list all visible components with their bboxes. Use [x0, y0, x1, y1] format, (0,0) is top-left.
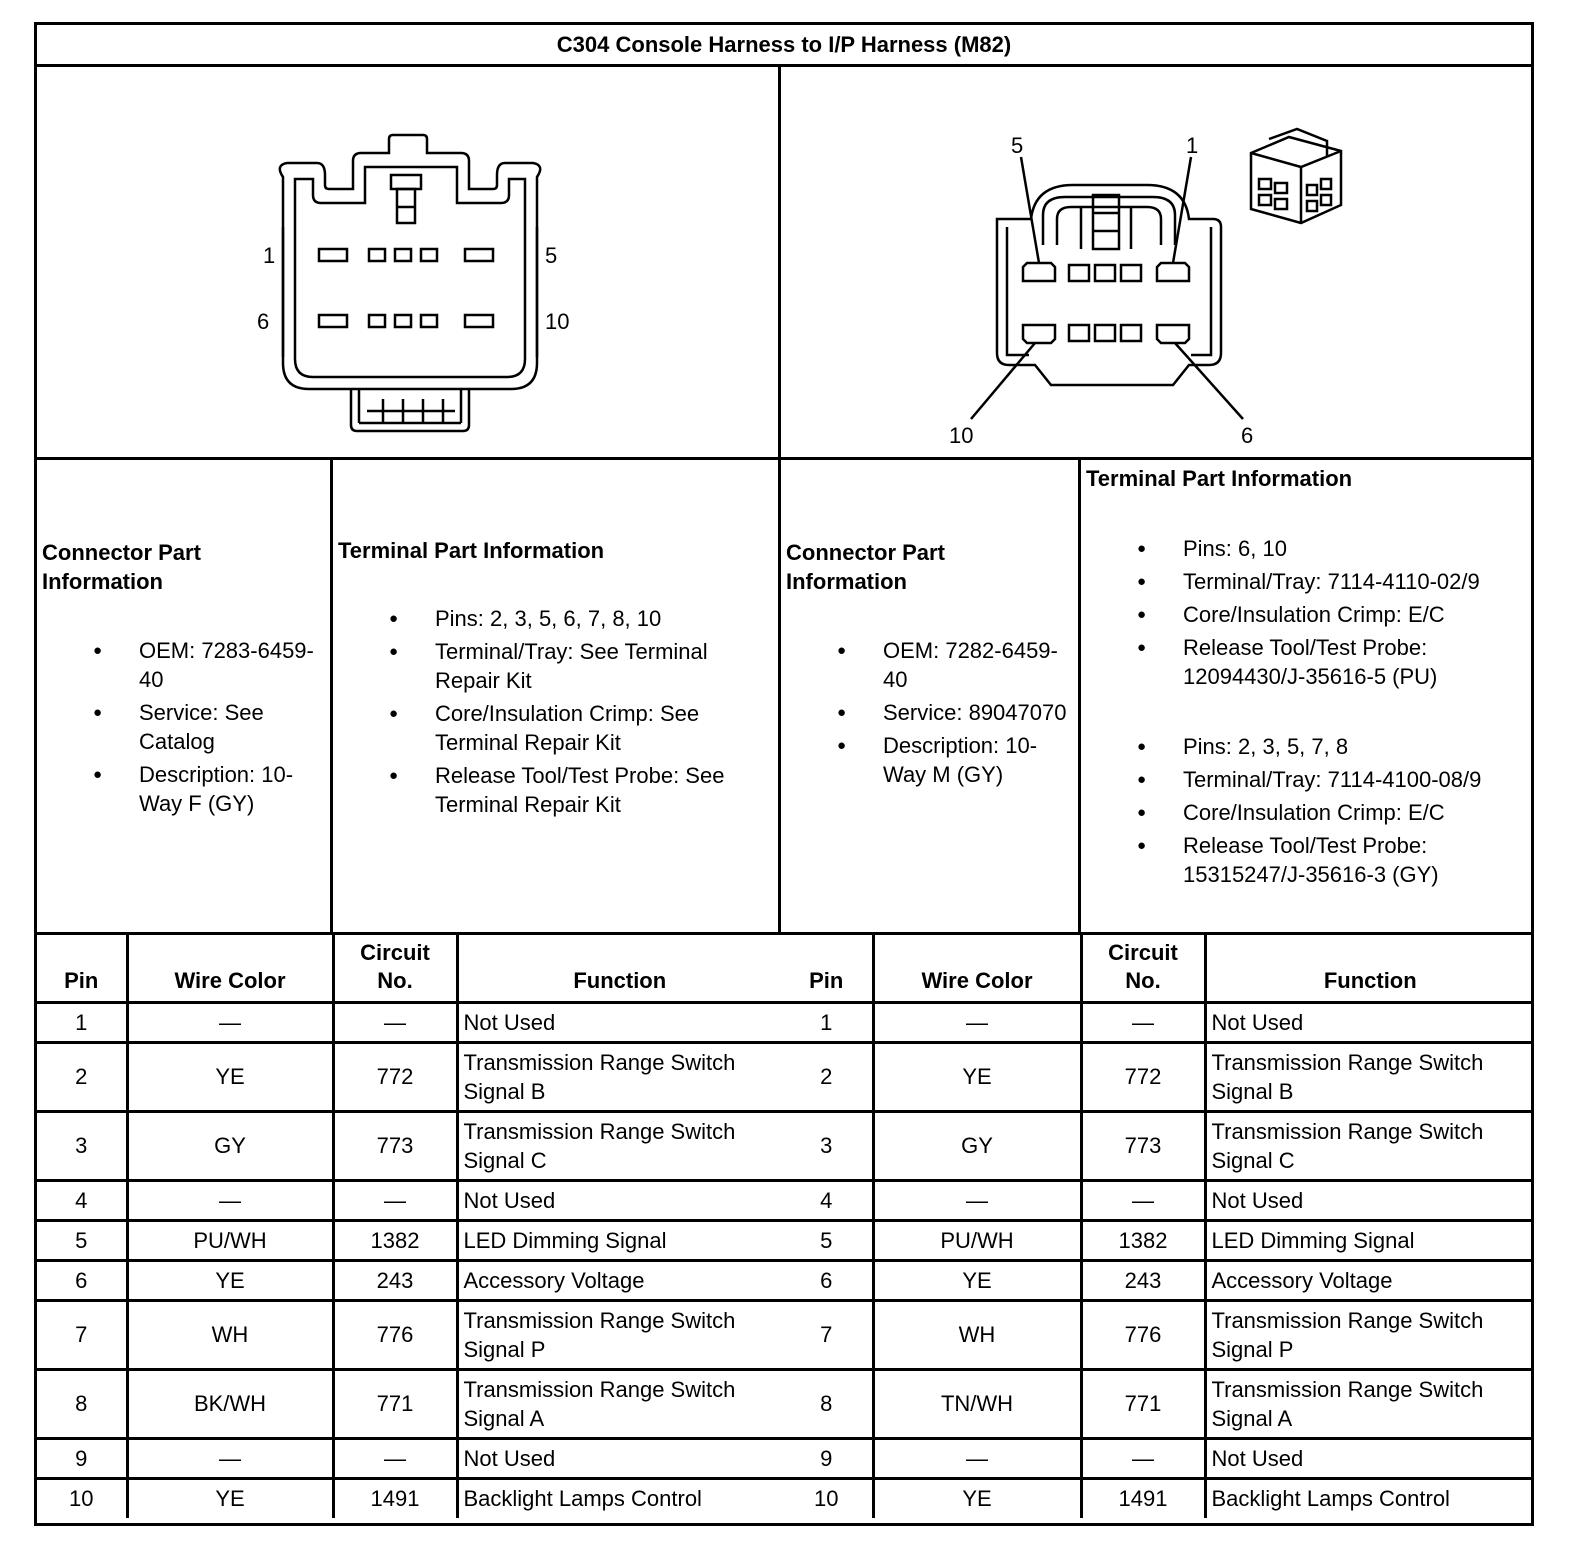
table-row: [37, 1180, 781, 1220]
circuit-cell: 243: [333, 1260, 457, 1300]
connector-info-female: [37, 460, 333, 932]
wire-color-cell: —: [127, 1002, 333, 1042]
table-row: [37, 1478, 781, 1518]
circuit-cell: —: [1081, 1002, 1205, 1042]
connector-diagram-male: [781, 67, 1534, 457]
circuit-cell: 771: [1081, 1369, 1205, 1438]
pinout-table-male: [781, 932, 1534, 1518]
circuit-cell: 771: [333, 1369, 457, 1438]
pin-cell: 6: [37, 1260, 127, 1300]
wire-color-cell: —: [873, 1180, 1081, 1220]
list-item: ● Core/Insulation Crimp: E/C: [1137, 600, 1532, 629]
female-pin-label-10: 10: [545, 309, 570, 334]
pin-cell: 5: [37, 1220, 127, 1260]
column-header-wire-color: Wire Color: [127, 932, 333, 1002]
function-cell: Transmission Range Switch Signal B: [1205, 1042, 1534, 1111]
wire-color-cell: WH: [127, 1300, 333, 1369]
function-cell: Transmission Range Switch Signal C: [1205, 1111, 1534, 1180]
function-cell: Not Used: [1205, 1180, 1534, 1220]
pin-cell: 5: [781, 1220, 873, 1260]
pin-cell: 7: [781, 1300, 873, 1369]
pin-cell: 1: [37, 1002, 127, 1042]
wire-color-cell: YE: [873, 1260, 1081, 1300]
pin-cell: 6: [781, 1260, 873, 1300]
pin-cell: 4: [781, 1180, 873, 1220]
pin-cell: 9: [781, 1438, 873, 1478]
terminal-info-list: [389, 604, 777, 823]
circuit-cell: 1491: [1081, 1478, 1205, 1518]
table-row: [781, 1002, 1534, 1042]
table-row: [781, 1042, 1534, 1111]
column-header-pin: Pin: [781, 932, 873, 1002]
function-cell: Not Used: [457, 1438, 781, 1478]
pin-cell: 2: [37, 1042, 127, 1111]
list-item: ● Terminal/Tray: 7114-4110-02/9: [1137, 567, 1532, 596]
list-item: ● Service: See Catalog: [93, 698, 325, 756]
column-header-circuit: Circuit No.: [1081, 932, 1205, 1002]
terminal-info-list-pins-6-10: [1137, 534, 1532, 695]
wire-color-cell: YE: [127, 1478, 333, 1518]
function-cell: Not Used: [457, 1180, 781, 1220]
circuit-cell: 1382: [1081, 1220, 1205, 1260]
pin-cell: 10: [37, 1478, 127, 1518]
function-cell: Accessory Voltage: [1205, 1260, 1534, 1300]
circuit-cell: —: [333, 1180, 457, 1220]
pin-cell: 3: [37, 1111, 127, 1180]
connector-info-list: [93, 636, 325, 822]
list-item: ● Pins: 2, 3, 5, 7, 8: [1137, 732, 1532, 761]
male-connector-drawing: [781, 67, 1534, 457]
list-item: ● Pins: 6, 10: [1137, 534, 1532, 563]
terminal-info-female: [333, 460, 781, 932]
pin-cell: 9: [37, 1438, 127, 1478]
male-pin-label-5: 5: [1011, 133, 1024, 158]
column-header-wire-color: Wire Color: [873, 932, 1081, 1002]
male-pin-label-6: 6: [1241, 423, 1254, 448]
pin-cell: 2: [781, 1042, 873, 1111]
wire-color-cell: TN/WH: [873, 1369, 1081, 1438]
pin-cell: 4: [37, 1180, 127, 1220]
wire-color-cell: BK/WH: [127, 1369, 333, 1438]
circuit-cell: —: [1081, 1438, 1205, 1478]
function-cell: LED Dimming Signal: [1205, 1220, 1534, 1260]
wire-color-cell: —: [873, 1002, 1081, 1042]
connector-diagram-female: [37, 67, 781, 457]
function-cell: Transmission Range Switch Signal A: [1205, 1369, 1534, 1438]
pinout-table-female: [37, 932, 781, 1518]
wire-color-cell: —: [873, 1438, 1081, 1478]
circuit-cell: 1382: [333, 1220, 457, 1260]
list-item: ● Terminal/Tray: 7114-4100-08/9: [1137, 765, 1532, 794]
table-row: [781, 1369, 1534, 1438]
circuit-cell: 773: [1081, 1111, 1205, 1180]
list-item: ● OEM: 7282-6459-40: [837, 636, 1073, 694]
table-row: [781, 1111, 1534, 1180]
wire-color-cell: —: [127, 1180, 333, 1220]
pin-cell: 7: [37, 1300, 127, 1369]
wire-color-cell: PU/WH: [127, 1220, 333, 1260]
connector-info-heading: Connector Part Information: [42, 540, 201, 594]
table-row: [781, 1438, 1534, 1478]
pin-cell: 8: [781, 1369, 873, 1438]
circuit-cell: 776: [1081, 1300, 1205, 1369]
function-cell: Not Used: [457, 1002, 781, 1042]
list-item: ● OEM: 7283-6459-40: [93, 636, 325, 694]
wire-color-cell: GY: [873, 1111, 1081, 1180]
table-row: [37, 1111, 781, 1180]
male-pin-label-10: 10: [949, 423, 974, 448]
table-row: [37, 1369, 781, 1438]
table-row: [37, 1220, 781, 1260]
function-cell: Transmission Range Switch Signal A: [457, 1369, 781, 1438]
terminal-info-heading: Terminal Part Information: [338, 538, 605, 563]
circuit-cell: 772: [333, 1042, 457, 1111]
wire-color-cell: YE: [873, 1478, 1081, 1518]
female-pin-label-1: 1: [263, 243, 276, 268]
table-row: [37, 1300, 781, 1369]
table-row: [781, 1180, 1534, 1220]
male-pin-label-1: 1: [1186, 133, 1199, 158]
terminal-info-male: [1081, 460, 1534, 932]
pin-cell: 1: [781, 1002, 873, 1042]
column-header-circuit: Circuit No.: [333, 932, 457, 1002]
pin-cell: 3: [781, 1111, 873, 1180]
wire-color-cell: PU/WH: [873, 1220, 1081, 1260]
function-cell: Transmission Range Switch Signal B: [457, 1042, 781, 1111]
terminal-info-heading: Terminal Part Information: [1086, 466, 1353, 491]
table-row: [37, 1042, 781, 1111]
table-row: [781, 1220, 1534, 1260]
function-cell: Accessory Voltage: [457, 1260, 781, 1300]
list-item: ● Core/Insulation Crimp: E/C: [1137, 798, 1532, 827]
wire-color-cell: YE: [127, 1260, 333, 1300]
circuit-cell: 776: [333, 1300, 457, 1369]
list-item: ● Release Tool/Test Probe: See Terminal Repair Kit: [389, 761, 777, 819]
part-information-row: [37, 457, 1531, 935]
circuit-cell: —: [333, 1438, 457, 1478]
table-row: [37, 1002, 781, 1042]
female-connector-drawing: [37, 67, 781, 457]
list-item: ● Release Tool/Test Probe: 15315247/J-35616-3 (GY): [1137, 831, 1532, 889]
table-row: [37, 1438, 781, 1478]
list-item: ● Release Tool/Test Probe: 12094430/J-35616-5 (PU): [1137, 633, 1532, 691]
female-pin-label-6: 6: [257, 309, 270, 334]
circuit-cell: 773: [333, 1111, 457, 1180]
function-cell: Backlight Lamps Control: [457, 1478, 781, 1518]
list-item: ● Description: 10-Way F (GY): [93, 760, 325, 818]
function-cell: Transmission Range Switch Signal P: [457, 1300, 781, 1369]
wire-color-cell: WH: [873, 1300, 1081, 1369]
female-pin-label-5: 5: [545, 243, 558, 268]
column-header-function: Function: [457, 932, 781, 1002]
circuit-cell: 772: [1081, 1042, 1205, 1111]
wire-color-cell: GY: [127, 1111, 333, 1180]
pin-cell: 8: [37, 1369, 127, 1438]
function-cell: Backlight Lamps Control: [1205, 1478, 1534, 1518]
wire-color-cell: YE: [127, 1042, 333, 1111]
column-header-pin: Pin: [37, 932, 127, 1002]
wire-color-cell: YE: [873, 1042, 1081, 1111]
circuit-cell: 243: [1081, 1260, 1205, 1300]
connector-info-heading: Connector Part Information: [786, 540, 945, 594]
list-item: ● Pins: 2, 3, 5, 6, 7, 8, 10: [389, 604, 777, 633]
list-item: ● Terminal/Tray: See Terminal Repair Kit: [389, 637, 777, 695]
list-item: ● Service: 89047070: [837, 698, 1073, 727]
connector-sheet: [34, 22, 1534, 1526]
wire-color-cell: —: [127, 1438, 333, 1478]
table-row: [781, 1478, 1534, 1518]
function-cell: Transmission Range Switch Signal P: [1205, 1300, 1534, 1369]
table-row: [37, 1260, 781, 1300]
column-header-function: Function: [1205, 932, 1534, 1002]
function-cell: Not Used: [1205, 1438, 1534, 1478]
function-cell: Not Used: [1205, 1002, 1534, 1042]
list-item: ● Core/Insulation Crimp: See Terminal Repair Kit: [389, 699, 777, 757]
function-cell: Transmission Range Switch Signal C: [457, 1111, 781, 1180]
page-title: C304 Console Harness to I/P Harness (M82): [37, 25, 1531, 67]
terminal-info-list-pins-2-3-5-7-8: [1137, 732, 1532, 893]
pin-cell: 10: [781, 1478, 873, 1518]
circuit-cell: —: [333, 1002, 457, 1042]
circuit-cell: —: [1081, 1180, 1205, 1220]
table-row: [781, 1260, 1534, 1300]
connector-info-male: [781, 460, 1081, 932]
circuit-cell: 1491: [333, 1478, 457, 1518]
list-item: ● Description: 10-Way M (GY): [837, 731, 1073, 789]
table-row: [781, 1300, 1534, 1369]
connector-info-list: [837, 636, 1073, 793]
function-cell: LED Dimming Signal: [457, 1220, 781, 1260]
